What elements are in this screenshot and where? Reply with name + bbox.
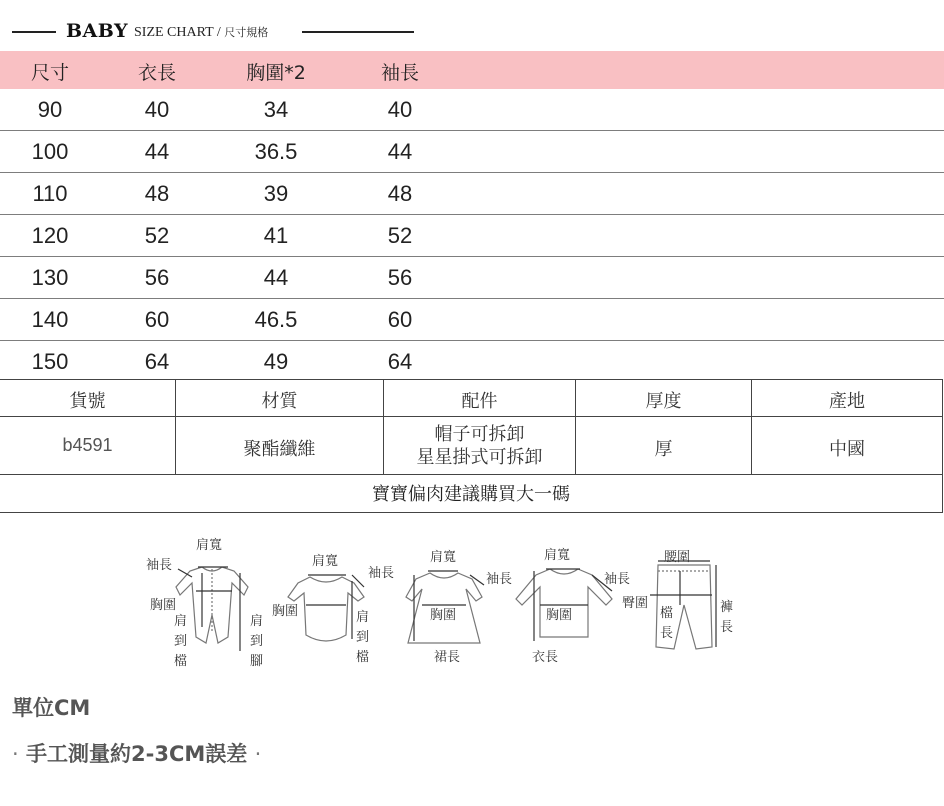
label: 肩 [250, 614, 264, 629]
accessory-line-1: 帽子可拆卸 [434, 424, 525, 445]
label: 肩 [356, 610, 370, 625]
label: 檔 [356, 650, 370, 665]
sleeve-cell: 40 [387, 97, 413, 122]
subtitle-en: SIZE CHART [134, 25, 214, 40]
label: 袖長 [486, 572, 513, 587]
dress-illustration [406, 571, 484, 643]
length-cell: 40 [144, 97, 170, 122]
length-cell: 48 [144, 181, 170, 206]
grid-divider [0, 416, 942, 417]
product-info-table [0, 379, 944, 513]
label: 腰圍 [664, 550, 691, 565]
size-advice: 寶寶偏肉建議購買大一碼 [372, 484, 570, 505]
label: 褲 [720, 600, 734, 615]
chest-cell: 36.5 [254, 139, 298, 164]
label: 肩 [174, 614, 188, 629]
chest-cell: 49 [263, 349, 289, 374]
label: 肩寬 [430, 550, 457, 565]
label: 胸圍 [546, 608, 573, 623]
header-subtitle [134, 24, 268, 41]
measurement-error-note [12, 738, 261, 768]
label: 肩寬 [544, 548, 571, 563]
material-value: 聚酯纖維 [243, 439, 316, 460]
header-thickness: 厚度 [645, 391, 682, 412]
header-rule-left [12, 31, 56, 33]
size-cell: 130 [31, 265, 69, 290]
error-note-text: 手工測量約2-3CM誤差 [26, 742, 248, 766]
item-no-value: b4591 [62, 435, 113, 455]
label: 檔 [174, 654, 188, 669]
col-size: 尺寸 [30, 62, 69, 84]
sleeve-cell: 64 [387, 349, 413, 374]
length-cell: 52 [144, 223, 170, 248]
chest-cell: 41 [263, 223, 289, 248]
label: 胸圍 [150, 598, 177, 613]
chest-cell: 46.5 [254, 307, 298, 332]
label: 檔 [660, 606, 674, 621]
label: 腳 [250, 654, 264, 669]
label: 袖長 [604, 572, 631, 587]
header-accessory: 配件 [461, 391, 498, 412]
label: 長 [720, 620, 734, 635]
sleeve-cell: 52 [387, 223, 413, 248]
accessory-line-2: 星星掛式可拆卸 [416, 447, 543, 468]
sleeve-cell: 44 [387, 139, 413, 164]
size-cell: 90 [37, 97, 63, 122]
accessory-value [384, 423, 575, 469]
header-material: 材質 [261, 391, 298, 412]
bodysuit-labels [272, 554, 394, 665]
col-length: 衣長 [137, 62, 176, 84]
col-chest: 胸圍*2 [246, 62, 306, 84]
table-row [0, 257, 944, 299]
table-row [0, 173, 944, 215]
table-row [0, 131, 944, 173]
size-advice-row [0, 474, 943, 513]
length-cell: 44 [144, 139, 170, 164]
label: 到 [356, 630, 370, 645]
size-cell: 150 [31, 349, 69, 374]
length-cell: 56 [144, 265, 170, 290]
table-row [0, 215, 944, 257]
label: 袖長 [146, 558, 173, 573]
bullet-dot: · [254, 742, 262, 766]
measurement-diagram [140, 535, 740, 675]
brand-title: BABY [66, 20, 129, 42]
sleeve-cell: 60 [387, 307, 413, 332]
origin-value: 中國 [829, 439, 865, 460]
bullet-dot: · [12, 742, 19, 766]
sleeve-cell: 48 [387, 181, 413, 206]
subtitle-cn: 尺寸規格 [224, 27, 269, 39]
label: 臀圍 [622, 596, 649, 611]
header-origin: 產地 [829, 391, 865, 412]
col-sleeve: 袖長 [380, 62, 419, 84]
label: 裙長 [434, 650, 461, 665]
bodysuit-illustration [288, 575, 364, 641]
label: 長 [660, 626, 674, 641]
label: 胸圍 [430, 608, 457, 623]
unit-label: 單位CM [12, 696, 91, 720]
thickness-value: 厚 [654, 439, 673, 460]
subtitle-separator: / [216, 25, 221, 40]
label: 肩寬 [196, 538, 223, 553]
chest-cell: 44 [263, 265, 289, 290]
label: 到 [250, 634, 264, 649]
label: 肩寬 [312, 554, 339, 569]
label: 衣長 [532, 650, 559, 665]
top-labels [532, 548, 630, 665]
size-cell: 120 [31, 223, 69, 248]
label: 到 [174, 634, 188, 649]
romper-labels [146, 538, 263, 669]
table-row [0, 89, 944, 131]
size-cell: 140 [31, 307, 69, 332]
sleeve-cell: 56 [387, 265, 413, 290]
chest-cell: 39 [263, 181, 289, 206]
table-row [0, 341, 944, 382]
label: 胸圍 [272, 604, 299, 619]
table-row [0, 299, 944, 341]
size-chart-header [12, 18, 416, 44]
size-cell: 110 [32, 181, 68, 206]
chest-cell: 34 [263, 97, 289, 122]
size-cell: 100 [31, 139, 69, 164]
length-cell: 64 [144, 349, 170, 374]
length-cell: 60 [144, 307, 170, 332]
header-rule-right [302, 31, 414, 33]
top-illustration [516, 569, 612, 641]
header-item-no: 貨號 [69, 391, 106, 412]
label: 袖長 [368, 566, 395, 581]
